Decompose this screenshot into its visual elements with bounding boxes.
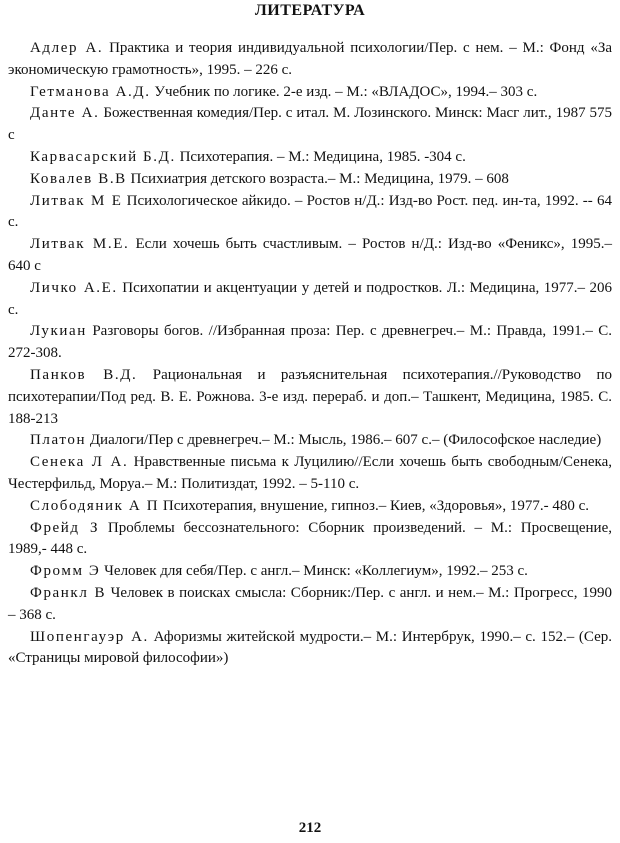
reference-author: Литвак М.Е.	[30, 236, 130, 253]
reference-item	[8, 583, 612, 627]
reference-item	[8, 627, 612, 671]
reference-text: Психотерапия, внушение, гипноз.– Киев, «Здоровья», 1977.- 480 с.	[159, 497, 589, 514]
reference-item	[8, 278, 612, 322]
reference-author: Фромм Э	[30, 563, 101, 580]
reference-author: Слободяник А П	[30, 497, 160, 514]
reference-text: Учебник по логике. 2-е изд. – М.: «ВЛАДОС», 1994.– 303 с.	[150, 83, 538, 100]
reference-author: Панков В.Д.	[30, 366, 138, 383]
reference-item	[8, 169, 612, 191]
reference-text: Психотерапия. – М.: Медицина, 1985. -304 с.	[175, 148, 466, 165]
reference-item	[8, 191, 612, 235]
reference-author: Карвасарский Б.Д.	[30, 148, 176, 165]
page-title: ЛИТЕРАТУРА	[254, 2, 366, 19]
reference-item	[8, 82, 612, 104]
page-number: 212	[298, 820, 322, 836]
reference-item	[8, 496, 612, 518]
reference-item	[8, 38, 612, 82]
reference-author: Адлер А.	[30, 40, 104, 56]
reference-text: Диалоги/Пер с древнегреч.– М.: Мысль, 1986.– 607 с.– (Философское наследие)	[86, 432, 602, 449]
reference-author: Данте А.	[30, 105, 100, 122]
reference-text: Нравственные письма к Луцилию//Если хочешь быть свободным/Сенека, Честерфильд, Моруа.– М.: Политиздат, 1992. – 5-110 с.	[8, 454, 612, 492]
reference-text: Разговоры богов. //Избранная проза: Пер. с древнегреч.– М.: Правда, 1991.– С. 272-308.	[8, 323, 612, 362]
reference-author: Платон	[30, 432, 87, 449]
reference-text: Практика и теория индивидуальной психологии/Пер. с нем. – М.: Фонд «За экономическую грамотность», 1995. – 226 с.	[8, 40, 612, 78]
reference-text: Психопатии и акцентуации у детей и подростков. Л.: Медицина, 1977.– 206 с.	[8, 279, 612, 318]
reference-text: Человек для себя/Пер. с англ.– Минск: «Коллегиум», 1992.– 253 с.	[100, 563, 528, 580]
reference-list	[8, 38, 612, 670]
reference-author: Ковалев В.В	[30, 170, 127, 187]
reference-text: Проблемы бессознательного: Сборник произведений. – М.: Просвещение, 1989,- 448 с.	[8, 519, 612, 558]
reference-item	[8, 430, 612, 452]
reference-author: Шопенгауэр А.	[30, 628, 149, 645]
reference-author: Сенека Л А.	[30, 454, 129, 471]
reference-author: Литвак М Е	[30, 192, 123, 209]
reference-item	[8, 561, 612, 583]
reference-item	[8, 518, 612, 562]
reference-author: Личко А.Е.	[30, 279, 118, 296]
reference-author: Лукиан	[30, 323, 87, 340]
reference-text: Психиатрия детского возраста.– М.: Медицина, 1979. – 608	[126, 170, 509, 187]
reference-item	[8, 147, 612, 169]
reference-author: Гетманова А.Д.	[30, 83, 151, 100]
reference-text: Человек в поисках смысла: Сборник:/Пер. с англ. и нем.– М.: Прогресс, 1990 – 368 с.	[8, 584, 612, 623]
reference-text: Психологическое айкидо. – Ростов н/Д.: Изд-во Рост. пед. ин-та, 1992. -- 64 с.	[8, 192, 612, 231]
reference-text: Афоризмы житейской мудрости.– М.: Интербрук, 1990.– с. 152.– (Сер. «Страницы мировой философии»)	[8, 628, 612, 667]
reference-author: Фрейд З	[30, 519, 100, 536]
reference-author: Франкл В	[30, 584, 107, 601]
reference-item	[8, 452, 612, 496]
reference-item	[8, 365, 612, 430]
reference-item	[8, 103, 612, 147]
reference-item	[8, 234, 612, 278]
reference-text: Рациональная и разъяснительная психотерапия.//Руководство по психотерапии/Под ред. В. Е. Рожнова. 3-е изд. перераб. и доп.– Ташкент, Медицина, 1985. С. 188-213	[8, 366, 612, 427]
reference-text: Если хочешь быть счастливым. – Ростов н/Д.: Изд-во «Феникс», 1995.– 640 с	[8, 236, 613, 274]
reference-item	[8, 321, 612, 365]
reference-text: Божественная комедия/Пер. с итал. М. Лозинского. Минск: Масг лит., 1987 575 с	[8, 105, 613, 144]
